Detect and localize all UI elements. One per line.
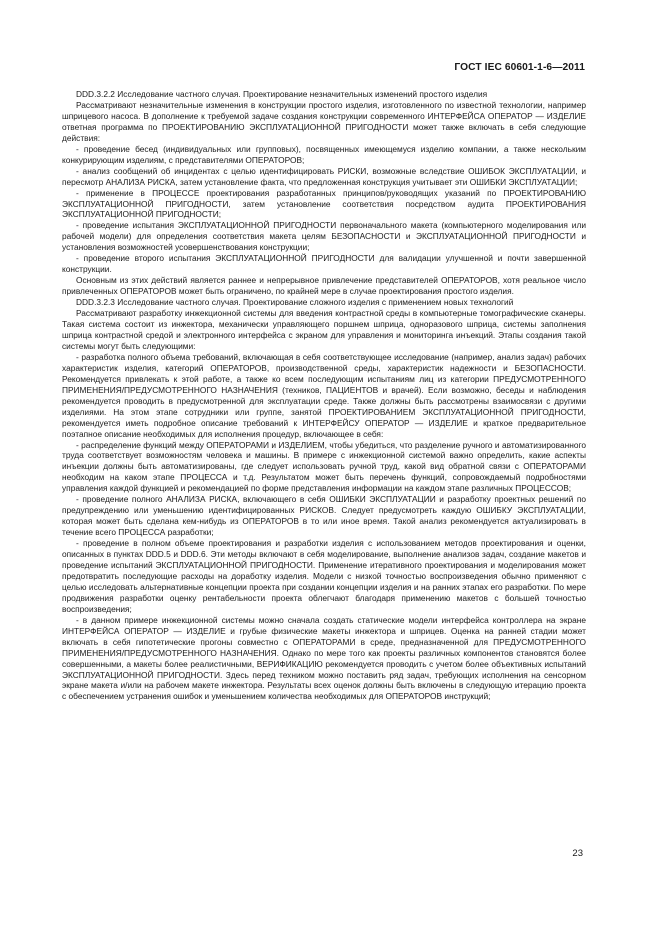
page-number: 23 bbox=[572, 848, 583, 859]
list-item: - проведение второго испытания ЭКСПЛУАТАЦИОННОЙ ПРИГОДНОСТИ для валидации улучшенной и почти завершенной конструкции. bbox=[62, 253, 586, 275]
list-item: - распределение функций между ОПЕРАТОРАМИ и ИЗДЕЛИЕМ, чтобы убедиться, что разделение ручного и автоматизированного труда соответствует возможностям человека и машины. В примере с инжекционной системой важно определить, какие аспекты инъекции должны быть автоматизированы, где следует использовать ручной труд, какой вид обратной связи с ОПЕРАТОРАМИ необходим на каком этапе ПРОЦЕССА и т.д. Результатом может быть перечень функций, сопровождаемый подробностями управления каждой функцией и рекомендацией по форме представления информации на каждом этапе различных ПРОЦЕССОВ; bbox=[62, 439, 586, 494]
list-item: - применение в ПРОЦЕССЕ проектирования разработанных принципов/руководящих указаний по ПРОЕКТИРОВАНИЮ ЭКСПЛУАТАЦИОННОЙ ПРИГОДНОСТИ, затем установление соответствия посредством аудита ПРОЕКТИРОВАНИЯ ЭКСПЛУАТАЦИОННОЙ ПРИГОДНОСТИ; bbox=[62, 187, 586, 220]
subclause-heading: DDD.3.2.3 Исследование частного случая. Проектирование сложного изделия с применением новых технологий bbox=[76, 297, 514, 308]
list-item: - проведение полного АНАЛИЗА РИСКА, включающего в себя ОШИБКИ ЭКСПЛУАТАЦИИ и разработку проектных решений по предупреждению или уменьшению идентифицированных РИСКОВ. Следует предусмотреть каждую ОШИБКУ ЭКСПЛУАТАЦИИ, которая может быть сделана кем-нибудь из ОПЕРАТОРОВ в то или иное время. Такой анализ рекомендуется актуализировать в течение всего ПРОЦЕССА разработки; bbox=[62, 494, 586, 538]
paragraph: Рассматривают незначительные изменения в конструкции простого изделия, изготовленного по известной технологии, например шприцевого насоса. В дополнение к требуемой задаче создания конструкции современного ИНТЕРФЕЙСА ОПЕРАТОР — ИЗДЕЛИЕ ответная программа по ПРОЕКТИРОВАНИЮ ЭКСПЛУАТАЦИОННОЙ ПРИГОДНОСТИ может также включать в себя следующие действия: bbox=[62, 99, 586, 143]
subclause-heading: DDD.3.2.2 Исследование частного случая. Проектирование незначительных изменений простого изделия bbox=[76, 89, 488, 99]
paragraph: Основным из этих действий является раннее и непрерывное привлечение представителей ОПЕРАТОРОВ, хотя реальное число привлеченных ОПЕРАТОРОВ может быть ограничено, по крайней мере в случае проектирования простого изделия. bbox=[62, 275, 586, 297]
body-text bbox=[62, 89, 586, 702]
list-item: - анализ сообщений об инцидентах с целью идентифицировать РИСКИ, возможные вследствие ОШИБОК ЭКСПЛУАТАЦИИ, и пересмотр АНАЛИЗА РИСКА, затем установление факта, что предложенная конструкция учитывает эти ОШИБКИ ЭКСПЛУАТАЦИИ; bbox=[62, 165, 586, 187]
list-item: - проведение в полном объеме проектирования и разработки изделия с использованием методов проектирования и оценки, описанных в пунктах DDD.5 и DDD.6. Эти методы включают в себя моделирование, выполнение анализов задач, создание макетов и проведение испытаний ЭКСПЛУАТАЦИОННОЙ ПРИГОДНОСТИ. Применение итеративного проектирования и моделирования может предотвратить последующие расходы на доработку изделия. Модели с низкой точностью воспроизведения обычно применяют с целью исследовать альтернативные концепции проекта при создании концепции изделия и на ранних этапах его разработки. По мере продвижения разработки оценку рентабельности проекта облегчают благодаря применению макетов с большей точностью воспроизведения; bbox=[62, 538, 586, 614]
list-item: - разработка полного объема требований, включающая в себя соответствующее исследование (например, анализ задач) рабочих характеристик изделия, категорий ОПЕРАТОРОВ, производственной среды, характеристик надежности и БЕЗОПАСНОСТИ. Рекомендуется привлекать к этой работе, а также ко всем последующим испытаниям лиц из категории ПРЕДУСМОТРЕННОГО ПРИМЕНЕНИЯ/ПРЕДУСМОТРЕННОГО НАЗНАЧЕНИЯ (техников, ПАЦИЕНТОВ и врачей). Если возможно, беседы и наблюдения рекомендуется проводить в предусмотренной для эксплуатации среде. Также должны быть рассмотрены взаимосвязи с другими изделиями. На этом этапе сотрудники или группе, занятой ПРОЕКТИРОВАНИЕМ ЭКСПЛУАТАЦИОННОЙ ПРИГОДНОСТИ, рекомендуется иметь подробное описание требований к ИНТЕРФЕЙСУ ОПЕРАТОР — ИЗДЕЛИЕ и краткое предварительное поэтапное описание необходимых для исполнения процедур, включающее в себя: bbox=[62, 351, 586, 439]
list-item: - в данном примере инжекционной системы можно сначала создать статические модели интерфейса контроллера на экране ИНТЕРФЕЙСА ОПЕРАТОР — ИЗДЕЛИЕ и грубые физические макеты инжектора и шприцев. Оценка на ранней стадии может включать в себя гипотетические прогоны совместно с ОПЕРАТОРАМИ в среде, предназначенной для ПРЕДУСМОТРЕННОГО ПРИМЕНЕНИЯ/ПРЕДУСМОТРЕННОГО НАЗНАЧЕНИЯ. Однако по мере того как проекты различных компонентов становятся более совершенными, а макеты более реалистичными, ВЕРИФИКАЦИЮ рекомендуется проводить с учетом более объективных испытаний ЭКСПЛУАТАЦИОННОЙ ПРИГОДНОСТИ. Здесь перед техником можно поставить ряд задач, требующих исполнения на сенсорном экране макета и/или на рабочем макете инжектора. Результаты всех оценок должны быть включены в следующую итерацию проекта с обеспечением устранения ошибок и уменьшением количества необходимых для ОПЕРАТОРОВ инструкций; bbox=[62, 614, 586, 702]
standard-designation: ГОСТ IEC 60601-1-6—2011 bbox=[454, 62, 585, 73]
list-item: - проведение испытания ЭКСПЛУАТАЦИОННОЙ ПРИГОДНОСТИ первоначального макета (компьютерного моделирования или рабочей модели) для определения соответствия макета целям БЕЗОПАСНОСТИ и ЭКСПЛУАТАЦИОННОЙ ПРИГОДНОСТИ и установления возможностей усовершенствования конструкции; bbox=[62, 220, 586, 253]
list-item: - проведение бесед (индивидуальных или групповых), посвященных имеющемуся изделию компании, а также нескольким конкурирующим изделиям, с представителями ОПЕРАТОРОВ; bbox=[62, 143, 586, 165]
paragraph: Рассматривают разработку инжекционной системы для введения контрастной среды в компьютерные томографические сканеры. Такая система состоит из инжектора, механически управляющего поршнем шприца, одноразового шприца, системы заполнения шприца контрастной средой и электронного интерфейса с экраном для управления и мониторинга инъекций. Этапы создания такой системы могут быть следующими: bbox=[62, 308, 586, 351]
